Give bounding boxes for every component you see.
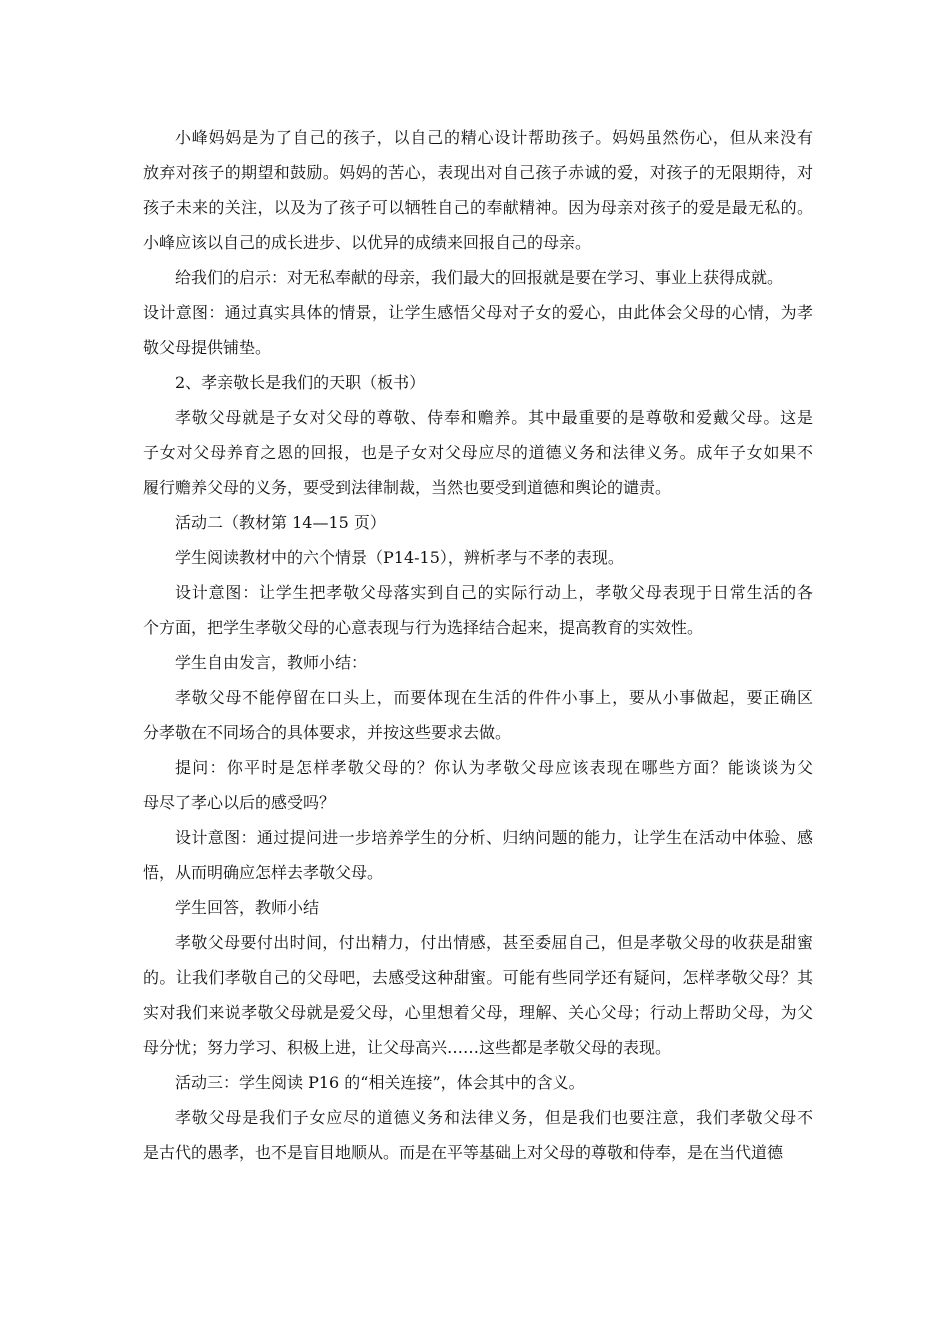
paragraph [143,925,813,1065]
text-line: 学生自由发言，教师小结： [175,653,368,672]
paragraph [143,1065,813,1100]
text-line: 孝敬父母要付出时间，付出精力，付出情感，甚至委屈自己，但是孝敬父母的收获是甜蜜 [175,933,813,952]
text-line: 设计意图：通过真实具体的情景，让学生感悟父母对子女的爱心，由此体会父母的心情，为孝 [143,303,813,322]
text-line: 提问：你平时是怎样孝敬父母的？你认为孝敬父母应该表现在哪些方面？能谈谈为父 [175,758,813,777]
text-line: 学生回答，教师小结 [175,898,320,917]
text-line: 小峰妈妈是为了自己的孩子，以自己的精心设计帮助孩子。妈妈虽然伤心，但从来没有 [175,128,813,147]
text-line: 孝敬父母不能停留在口头上，而要体现在生活的件件小事上，要从小事做起，要正确区 [175,688,813,707]
text-line: 学生阅读教材中的六个情景（P14-15），辨析孝与不孝的表现。 [175,548,624,567]
text-line: 实对我们来说孝敬父母就是爱父母，心里想着父母，理解、关心父母；行动上帮助父母，为父 [143,1003,813,1022]
text-line: 设计意图：通过提问进一步培养学生的分析、归纳问题的能力，让学生在活动中体验、感 [175,828,813,847]
text-line: 活动二（教材第 14—15 页） [175,513,386,532]
text-line: 悟，从而明确应怎样去孝敬父母。 [143,863,384,882]
text-line: 的。让我们孝敬自己的父母吧，去感受这种甜蜜。可能有些同学还有疑问，怎样孝敬父母？其 [143,968,813,987]
paragraph [143,575,813,645]
text-line: 放弃对孩子的期望和鼓励。妈妈的苦心，表现出对自己孩子赤诚的爱，对孩子的无限期待，对 [143,163,813,182]
paragraph [143,680,813,750]
paragraph [143,820,813,890]
text-line: 设计意图：让学生把孝敬父母落实到自己的实际行动上，孝敬父母表现于日常生活的各 [175,583,813,602]
paragraph [143,1100,813,1170]
text-line: 孩子未来的关注，以及为了孩子可以牺牲自己的奉献精神。因为母亲对孩子的爱是最无私的。 [143,198,813,217]
document-body [143,120,813,1170]
text-line: 母分忧；努力学习、积极上进，让父母高兴……这些都是孝敬父母的表现。 [143,1038,672,1057]
paragraph [143,400,813,505]
text-line: 孝敬父母是我们子女应尽的道德义务和法律义务，但是我们也要注意，我们孝敬父母不 [175,1108,813,1127]
paragraph [143,505,813,540]
paragraph [143,645,813,680]
text-line: 个方面，把学生孝敬父母的心意表现与行为选择结合起来，提高教育的实效性。 [143,618,704,637]
text-line: 给我们的启示：对无私奉献的母亲，我们最大的回报就是要在学习、事业上获得成就。 [175,268,784,287]
paragraph [143,890,813,925]
text-line: 是古代的愚孝，也不是盲目地顺从。而是在平等基础上对父母的尊敬和侍奉，是在当代道德 [143,1143,784,1162]
paragraph [143,365,813,400]
text-line: 孝敬父母就是子女对父母的尊敬、侍奉和赡养。其中最重要的是尊敬和爱戴父母。这是 [175,408,813,427]
text-line: 2、孝亲敬长是我们的天职（板书） [175,373,426,392]
text-line: 活动三：学生阅读 P16 的“相关连接”，体会其中的含义。 [175,1073,585,1092]
paragraph [143,295,813,365]
text-line: 子女对父母养育之恩的回报，也是子女对父母应尽的道德义务和法律义务。成年子女如果不 [143,443,813,462]
text-line: 母尽了孝心以后的感受吗？ [143,793,336,812]
text-line: 小峰应该以自己的成长进步、以优异的成绩来回报自己的母亲。 [143,233,592,252]
paragraph [143,540,813,575]
paragraph [143,260,813,295]
text-line: 履行赡养父母的义务，要受到法律制裁，当然也要受到道德和舆论的谴责。 [143,478,672,497]
paragraph [143,750,813,820]
text-line: 分孝敬在不同场合的具体要求，并按这些要求去做。 [143,723,512,742]
text-line: 敬父母提供铺垫。 [143,338,272,357]
paragraph [143,120,813,260]
